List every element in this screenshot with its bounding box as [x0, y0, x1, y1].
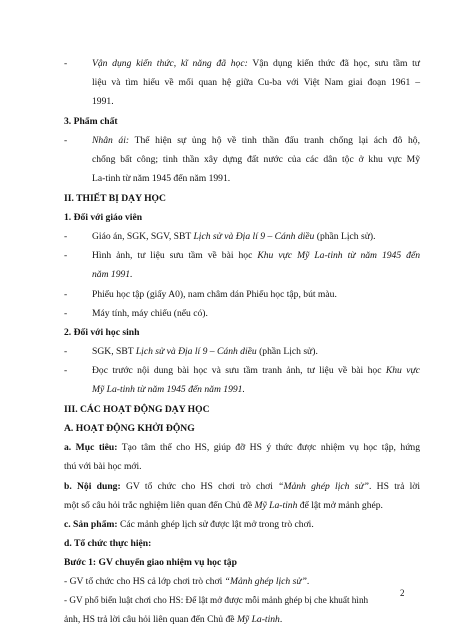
text-line: năm 1991. — [92, 269, 133, 280]
bold-label: a. Mục tiêu: — [64, 442, 118, 453]
section-heading: III. CÁC HOẠT ĐỘNG DẠY HỌC — [64, 404, 210, 415]
bullet: - — [64, 289, 68, 300]
text-line: thú với bài học mới. — [64, 461, 142, 472]
step-heading: Bước 1: GV chuyển giao nhiệm vụ học tập — [64, 557, 237, 568]
text-line: Mỹ La-tinh từ năm 1945 đến năm 1991. — [92, 384, 245, 395]
italic-phrase: Mỹ La-tinh — [254, 500, 298, 511]
italic-phrase: “Mảnh ghép lịch sử” — [278, 481, 370, 492]
italic-phrase: “Mảnh ghép lịch sử” — [224, 576, 307, 587]
text-run: (phần Lịch sử). — [256, 346, 318, 357]
text-run: (phần Lịch sử). — [314, 231, 376, 242]
section-heading: II. THIẾT BỊ DẠY HỌC — [64, 193, 166, 204]
subsection-heading: d. Tổ chức thực hiện: — [64, 538, 152, 549]
text-run: Giáo án, SGK, SGV, SBT — [92, 231, 194, 242]
text-line: chống bất công; tinh thần xây dựng đất nước của các dân tộc ở khu vực Mỹ — [92, 154, 420, 165]
text-run: Hình ảnh, tư liệu sưu tầm về bài học — [92, 250, 258, 261]
section-heading: 3. Phẩm chất — [64, 116, 118, 127]
text-run: SGK, SBT — [92, 346, 136, 357]
text-line: Máy tính, máy chiếu (nếu có). — [92, 308, 208, 319]
page-number: 2 — [400, 588, 405, 598]
text-line — [92, 364, 420, 377]
text-run: . — [306, 576, 310, 587]
text-run: Đọc trước nội dung bài học và sưu tầm tranh ảnh, tư liệu về bài học — [92, 365, 386, 376]
text-line: - GV phổ biến luật chơi cho HS: Để lật mở được mỗi mảnh ghép bị che khuất hình — [64, 595, 369, 605]
text-run: GV tổ chức cho HS chơi trò chơi — [120, 481, 279, 492]
text-line — [64, 575, 420, 588]
text-line — [92, 134, 420, 147]
text-line — [64, 499, 420, 512]
text-line — [64, 441, 420, 454]
text-line — [92, 345, 420, 358]
text-line — [92, 249, 420, 262]
text-run: - GV tổ chức cho HS cả lớp chơi trò chơi — [64, 576, 225, 587]
text-run: Các mảnh ghép lịch sử được lật mở trong trò chơi. — [117, 519, 314, 530]
text-run: Tạo tâm thế cho HS, giúp đỡ HS ý thức được nhiệm vụ học tập, hứng — [117, 442, 420, 453]
text-run: . HS trả lời — [369, 481, 421, 492]
text-line — [92, 230, 420, 243]
bullet: - — [64, 308, 68, 319]
italic-phrase: Khu vực — [385, 365, 421, 376]
text-line — [92, 57, 420, 70]
text-line: liệu và tìm hiểu về mối quan hệ giữa Cu-ba với Việt Nam giai đoạn 1961 – — [92, 77, 420, 88]
bold-label: c. Sản phẩm: — [64, 519, 118, 530]
text-run: một số câu hỏi trắc nghiệm liên quan đến Chủ đề — [64, 500, 255, 511]
bullet: - — [64, 135, 68, 146]
text-run: ảnh, HS trả lời câu hỏi liên quan đến Chủ đề — [64, 614, 237, 625]
italic-phrase: Lịch sử và Địa lí 9 – Cánh diều — [135, 346, 257, 357]
text-line: 1991. — [92, 96, 114, 107]
subsection-heading: 2. Đối với học sinh — [64, 327, 140, 338]
text-line — [64, 480, 420, 493]
bullet: - — [64, 58, 68, 69]
bullet: - — [64, 365, 68, 376]
text-line — [64, 613, 420, 626]
text-line — [64, 518, 420, 531]
italic-phrase: Lịch sử và Địa lí 9 – Cánh diều — [193, 231, 315, 242]
bullet: - — [64, 231, 68, 242]
text-run: Vận dụng kiến thức đã học, sưu tầm tư — [247, 58, 420, 69]
italic-phrase: Nhân ái: — [92, 135, 130, 146]
text-line: La-tinh từ năm 1945 đến năm 1991. — [92, 173, 231, 184]
text-run: để lật mở mảnh ghép. — [297, 500, 383, 511]
subsection-heading: A. HOẠT ĐỘNG KHỞI ĐỘNG — [64, 423, 195, 434]
subsection-heading: 1. Đối với giáo viên — [64, 212, 143, 223]
italic-phrase: Vận dụng kiến thức, kĩ năng đã học: — [92, 58, 248, 69]
text-line: Phiếu học tập (giấy A0), nam châm dán Phiếu học tập, bút màu. — [92, 289, 337, 300]
text-run: Thể hiện sự ủng hộ về tinh thần đấu tranh chống lại ách đô hộ, — [129, 135, 420, 146]
text-run: . — [279, 614, 283, 625]
bullet: - — [64, 346, 68, 357]
bold-label: b. Nội dung: — [64, 481, 121, 492]
italic-phrase: Mỹ La-tinh — [236, 614, 280, 625]
bullet: - — [64, 250, 68, 261]
italic-phrase: Khu vực Mỹ La-tinh từ năm 1945 đến — [257, 250, 420, 261]
